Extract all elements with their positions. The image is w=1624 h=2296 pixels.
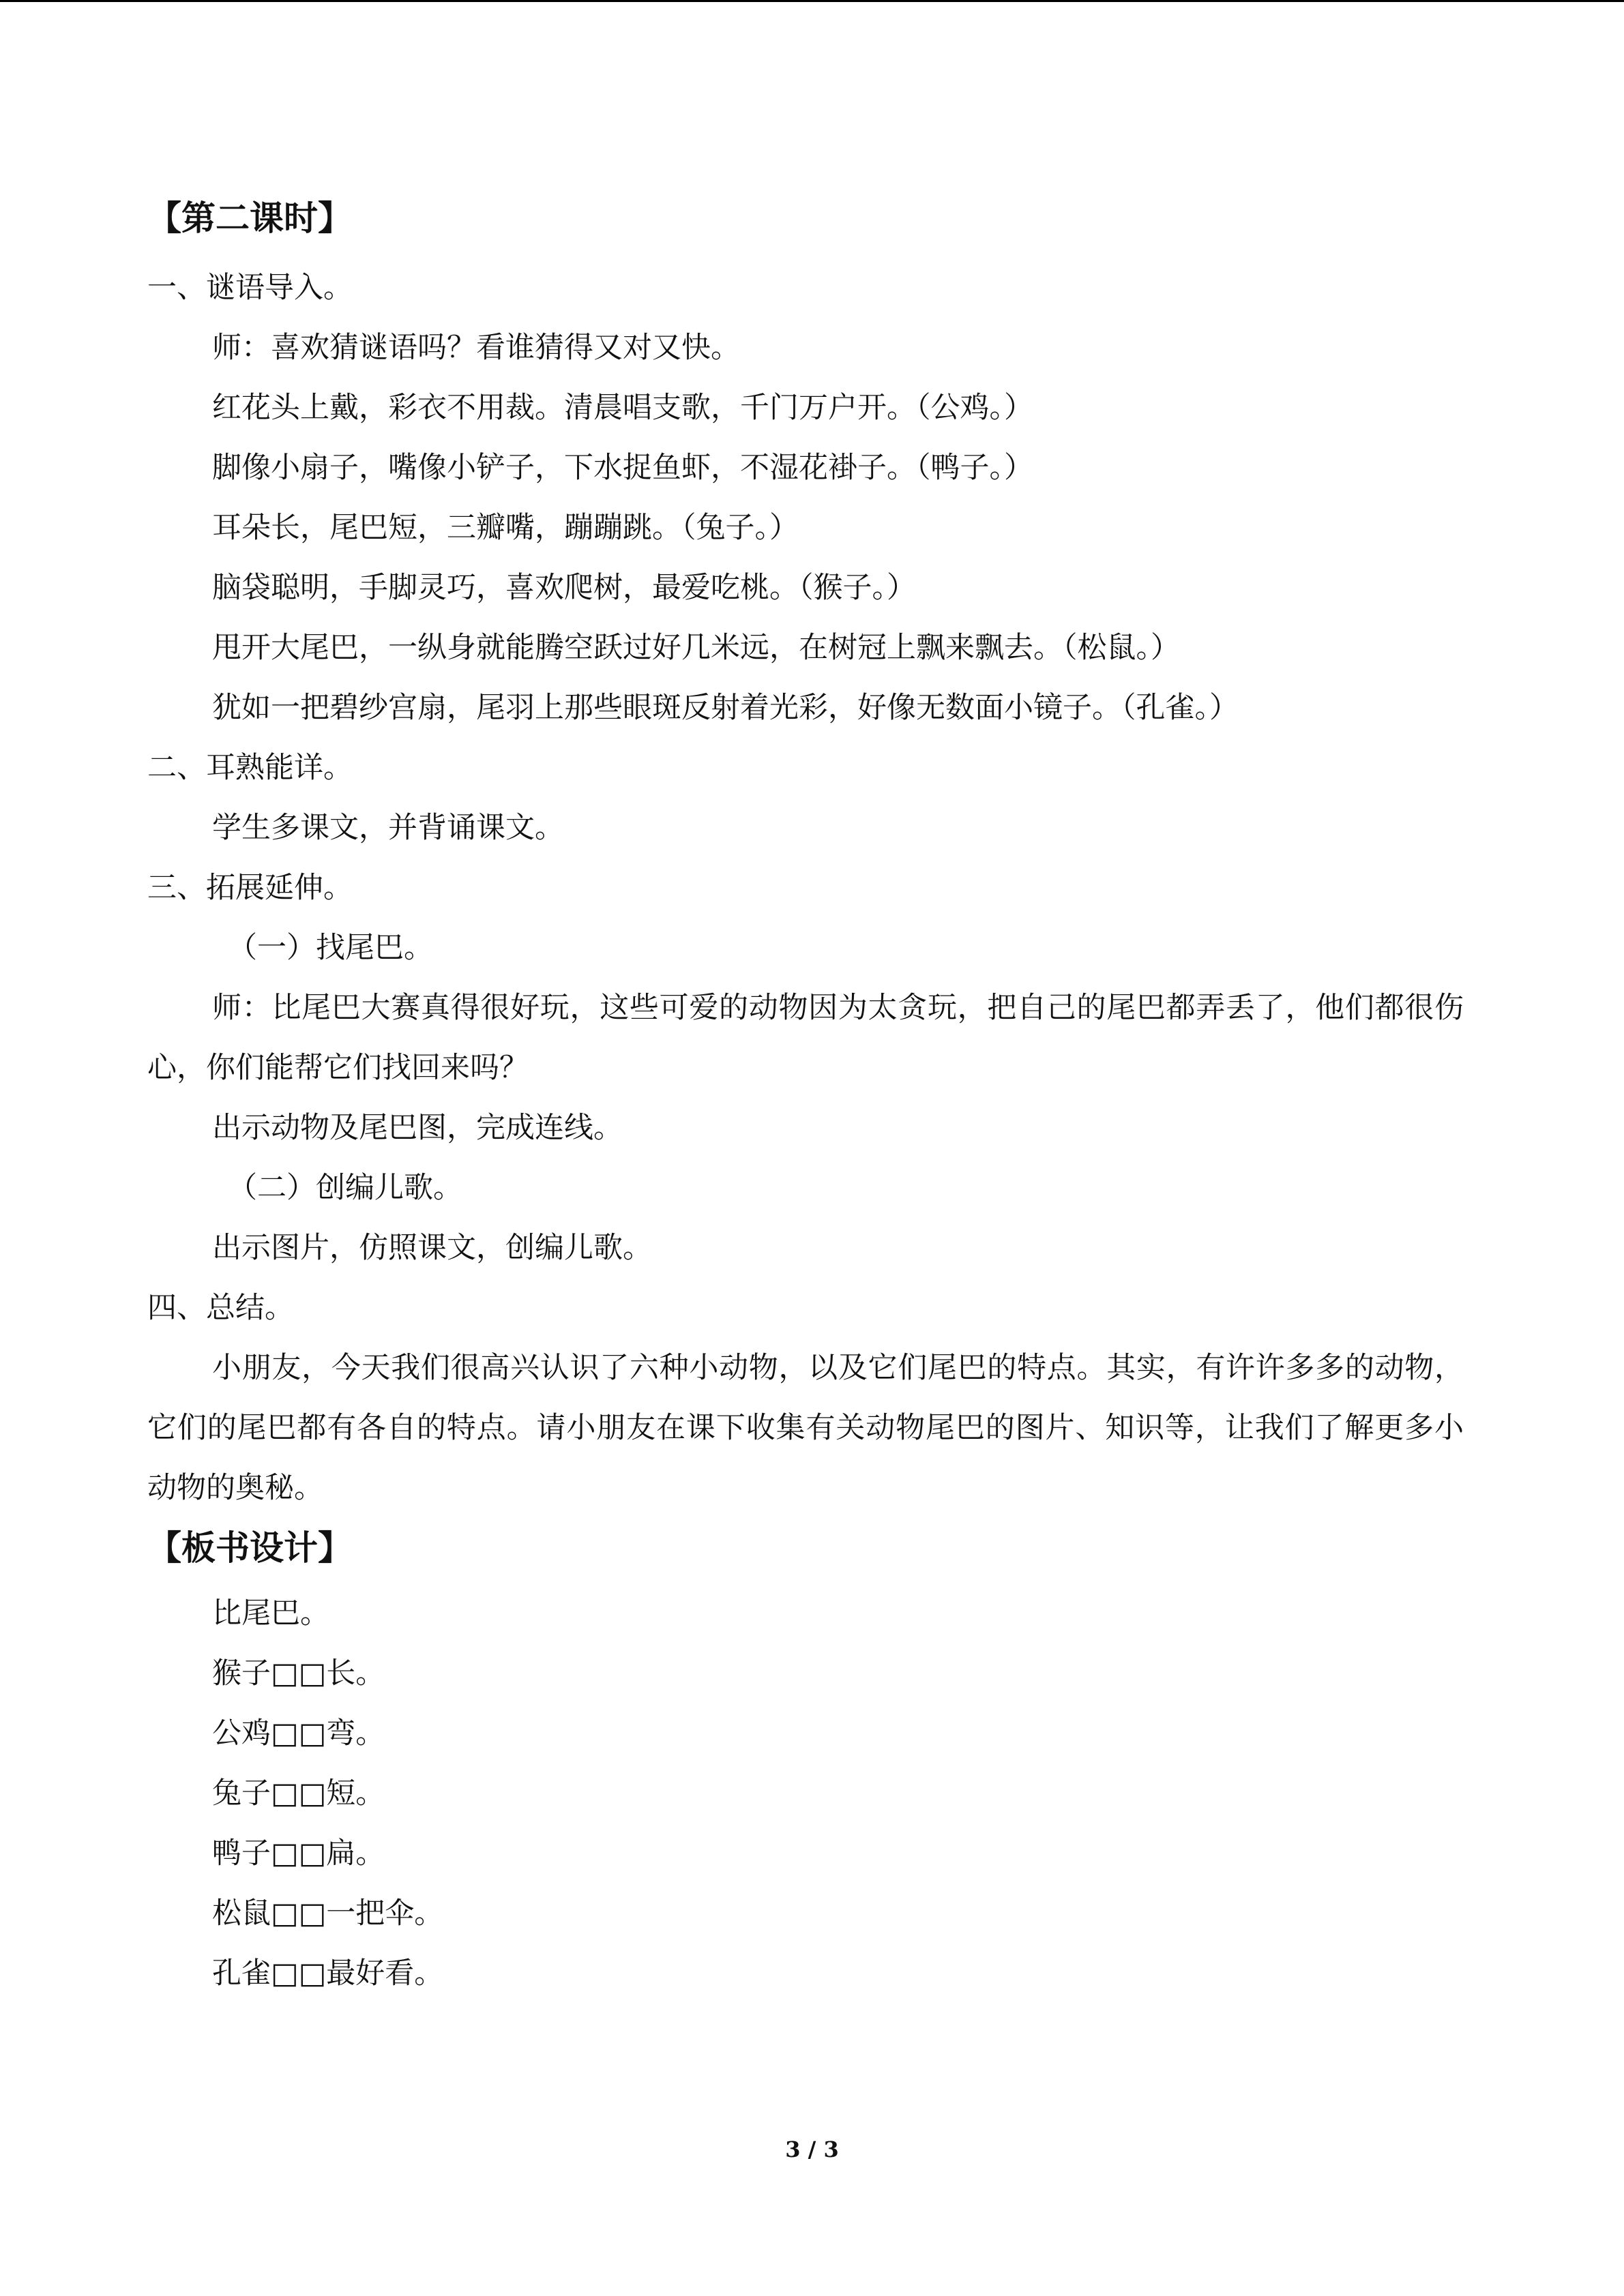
- show-animal-tail-pictures: 出示动物及尾巴图，完成连线。: [212, 1111, 623, 1145]
- board-line-monkey: 猴子□□长。: [212, 1656, 385, 1690]
- section-2-body: 学生多课文，并背诵课文。: [212, 811, 564, 845]
- riddle-squirrel: 甩开大尾巴，一纵身就能腾空跃过好几米远，在树冠上飘来飘去。（松鼠。）: [212, 631, 1180, 665]
- section-4-title: 四、总结。: [147, 1291, 294, 1325]
- section-3-title: 三、拓展延伸。: [147, 871, 353, 905]
- riddle-monkey: 脑袋聪明，手脚灵巧，喜欢爬树，最爱吃桃。（猴子。）: [212, 571, 916, 605]
- riddle-peacock: 犹如一把碧纱宫扇，尾羽上那些眼斑反射着光彩，好像无数面小镜子。（孔雀。）: [212, 691, 1239, 725]
- show-pictures-create-rhyme: 出示图片，仿照课文，创编儿歌。: [212, 1231, 652, 1265]
- subsection-create-rhyme: （二）创编儿歌。: [228, 1171, 462, 1205]
- subsection-find-tail: （一）找尾巴。: [228, 931, 433, 965]
- section-2-title: 二、耳熟能详。: [147, 751, 353, 785]
- heading-second-lesson: 【第二课时】: [147, 198, 352, 238]
- page-number: 3 / 3: [785, 2136, 839, 2162]
- section-1-title: 一、谜语导入。: [147, 271, 353, 305]
- heading-board-design: 【板书设计】: [147, 1528, 352, 1568]
- riddle-duck: 脚像小扇子，嘴像小铲子，下水捉鱼虾，不湿花褂子。（鸭子。）: [212, 451, 1033, 485]
- teacher-riddle-prompt: 师：喜欢猜谜语吗？看谁猜得又对又快。: [212, 331, 740, 365]
- document-page: [147, 198, 1464, 2003]
- board-line-squirrel: 松鼠□□一把伞。: [212, 1896, 444, 1930]
- riddle-rabbit: 耳朵长，尾巴短，三瓣嘴，蹦蹦跳。（兔子。）: [212, 511, 799, 545]
- board-line-duck: 鸭子□□扁。: [212, 1836, 385, 1870]
- top-border-line: [0, 0, 1624, 2]
- teacher-find-tail-paragraph: 师：比尾巴大赛真得很好玩，这些可爱的动物因为太贪玩，把自己的尾巴都弄丢了，他们都很伤心，你们能帮它们找回来吗？: [147, 991, 1464, 1085]
- riddle-rooster: 红花头上戴，彩衣不用裁。清晨唱支歌，千门万户开。（公鸡。）: [212, 391, 1033, 425]
- board-line-rooster: 公鸡□□弯。: [212, 1716, 385, 1750]
- summary-paragraph: 小朋友，今天我们很高兴认识了六种小动物，以及它们尾巴的特点。其实，有许许多多的动物，它们的尾巴都有各自的特点。请小朋友在课下收集有关动物尾巴的图片、知识等，让我们了解更多小动物的奥秘。: [147, 1351, 1464, 1505]
- board-title: 比尾巴。: [212, 1596, 329, 1630]
- board-line-rabbit: 兔子□□短。: [212, 1776, 385, 1810]
- board-line-peacock: 孔雀□□最好看。: [212, 1956, 444, 1991]
